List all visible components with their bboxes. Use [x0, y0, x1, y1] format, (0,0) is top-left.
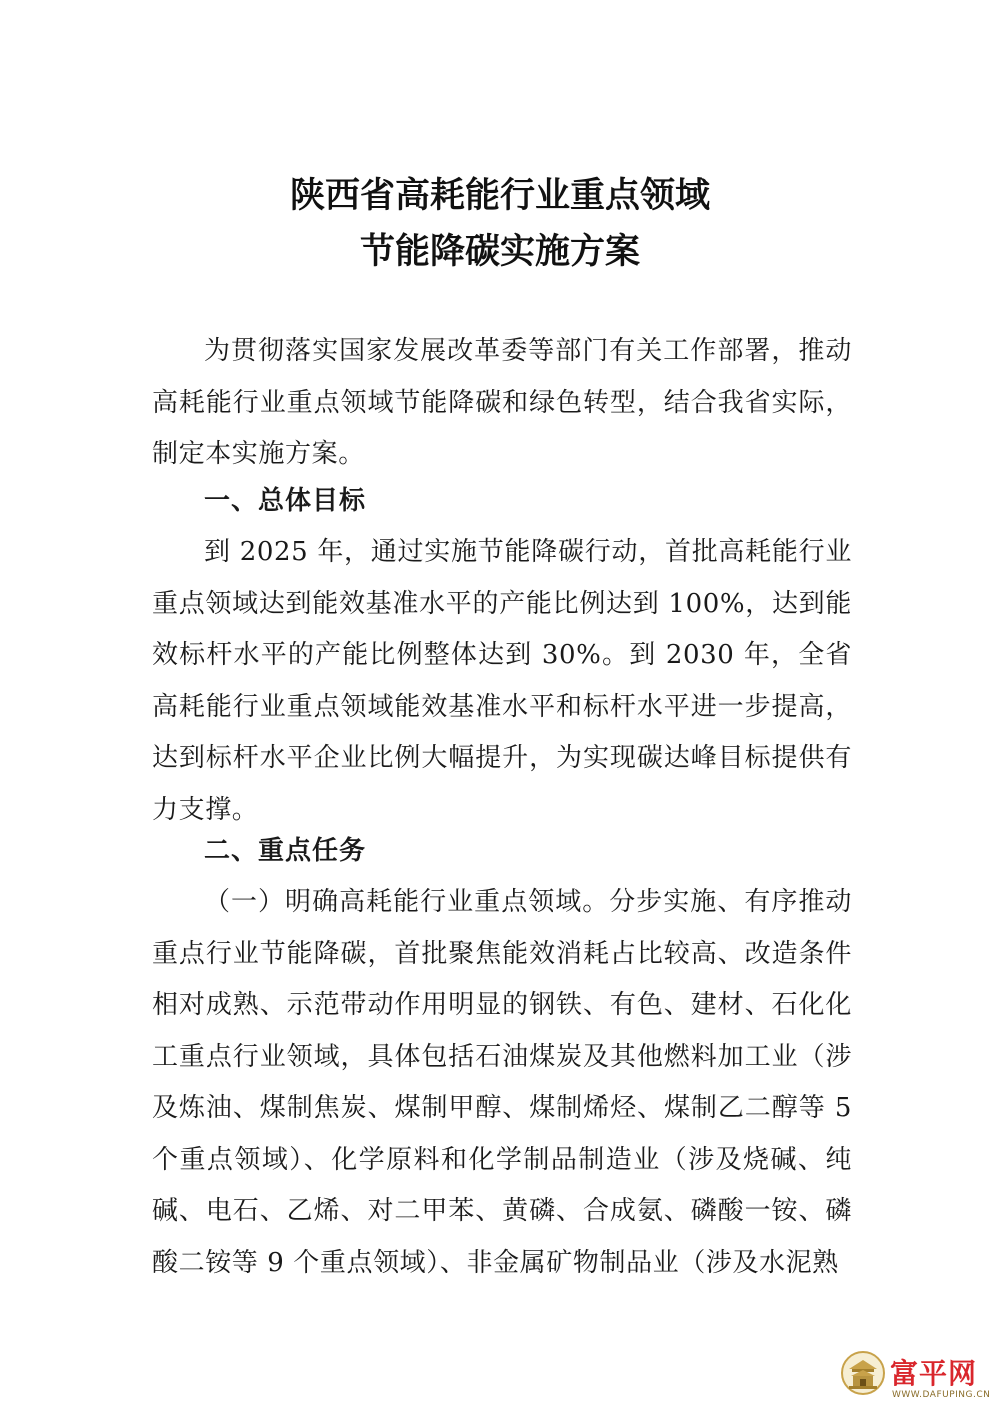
- pagoda-gate-icon: [840, 1350, 886, 1396]
- title-line-2: 节能降碳实施方案: [359, 232, 640, 272]
- site-watermark: [840, 1348, 990, 1408]
- watermark-site-name: 富平网: [890, 1357, 978, 1390]
- overall-goals-paragraph: 到 2025 年，通过实施节能降碳行动，首批高耗能行业重点领域达到能效基准水平的产能比例达到 100%，达到能效标杆水平的产能比例整体达到 30%。到 2030 年，全省高耗能行业重点领域能效基准水平和标杆水平进一步提高，达到标杆水平企业比例大幅提升，为实现碳达峰目标提供有力支撑。: [152, 537, 852, 825]
- document-title: [0, 168, 1000, 280]
- title-line-1: 陕西省高耗能行业重点领域: [289, 176, 710, 216]
- intro-paragraph: 为贯彻落实国家发展改革委等部门有关工作部署，推动高耗能行业重点领域节能降碳和绿色转型，结合我省实际，制定本实施方案。: [152, 336, 852, 469]
- section-heading-overall-goals: 一、总体目标: [204, 486, 367, 516]
- section-heading-key-tasks: 二、重点任务: [204, 836, 367, 866]
- key-tasks-paragraph: （一）明确高耗能行业重点领域。分步实施、有序推动重点行业节能降碳，首批聚焦能效消耗占比较高、改造条件相对成熟、示范带动作用明显的钢铁、有色、建材、石化化工重点行业领域，具体包括石油煤炭及其他燃料加工业（涉及炼油、煤制焦炭、煤制甲醇、煤制烯烃、煤制乙二醇等 5 个重点领域）、化学原料和化学制品制造业（涉及烧碱、纯碱、电石、乙烯、对二甲苯、黄磷、合成氨、磷酸一铵、磷酸二铵等 9 个重点领域）、非金属矿物制品业（涉及水泥熟: [152, 887, 852, 1278]
- watermark-domain: WWW.DAFUPING.CN: [892, 1390, 991, 1400]
